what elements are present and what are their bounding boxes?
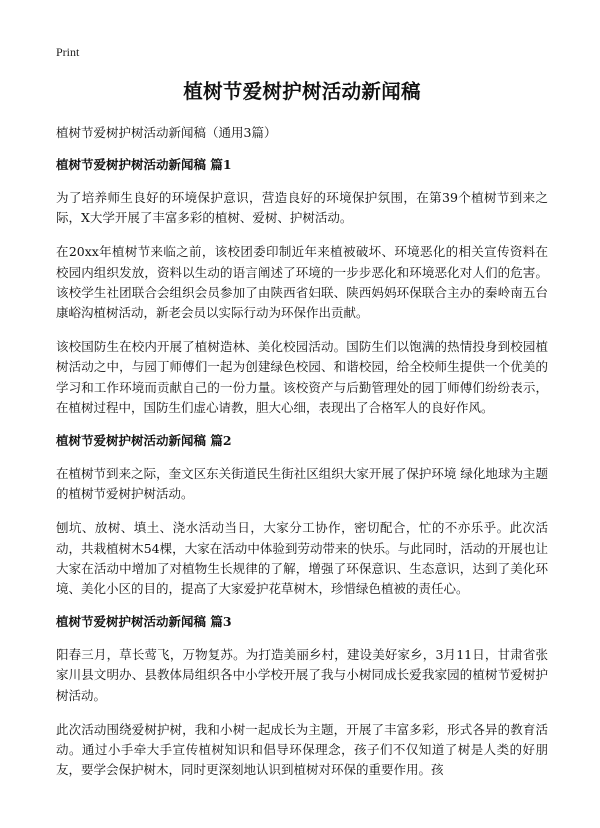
paragraph: 此次活动围绕爱树护树，我和小树一起成长为主题，开展了丰富多彩，形式各异的教育活动。通过小手牵大手宣传植树知识和倡导环保理念，孩子们不仅知道了树是人类的好朋友，要学会保护树木，同时更深刻地认识到植树对环保的重要作用。孩 (56, 721, 548, 778)
section-heading-2: 植树节爱树护树活动新闻稿 篇2 (56, 433, 232, 449)
paragraph: 刨坑、放树、填土、浇水活动当日，大家分工协作，密切配合，忙的不亦乐乎。此次活动，共栽植树木54棵，大家在活动中体验到劳动带来的快乐。与此同时，活动的开展也让大家在活动中增加了对植物生长规律的了解，增强了环保意识、生态意识，达到了美化环境、美化小区的目的，提高了大家爱护花草树木，珍惜绿色植被的责任心。 (56, 520, 548, 597)
paragraph: 阳春三月，草长莺飞，万物复苏。为打造美丽乡村，建设美好家乡，3月11日，甘肃省张家川县文明办、县教体局组织各中小学校开展了我与小树同成长爱我家园的植树节爱树护树活动。 (56, 647, 548, 703)
section-heading-3: 植树节爱树护树活动新闻稿 篇3 (56, 614, 232, 630)
paragraph: 在植树节到来之际，奎文区东关街道民生街社区组织大家开展了保护环境 绿化地球为主题的植树节爱树护树活动。 (56, 466, 548, 502)
document-body (56, 76, 548, 794)
print-link[interactable]: Print (56, 45, 80, 59)
document-title: 植树节爱树护树活动新闻稿 (183, 80, 421, 103)
paragraph: 为了培养师生良好的环境保护意识，营造良好的环境保护氛围，在第39个植树节到来之际，X大学开展了丰富多彩的植树、爱树、护树活动。 (56, 190, 548, 226)
document-subtitle: 植树节爱树护树活动新闻稿（通用3篇） (56, 125, 277, 140)
paragraph: 该校国防生在校内开展了植树造林、美化校园活动。国防生们以饱满的热情投身到校园植树活动之中，与园丁师傅们一起为创建绿色校园、和谐校园，给全校师生提供一个优美的学习和工作环境而贡献自己的一份力量。该校资产与后勤管理处的园丁师傅们纷纷表示，在植树过程中，国防生们虚心请教，胆大心细，表现出了合格军人的良好作风。 (56, 339, 548, 415)
paragraph: 在20xx年植树节来临之前，该校团委印制近年来植被破坏、环境恶化的相关宣传资料在校园内组织发放，资料以生动的语言阐述了环境的一步步恶化和环境恶化对人们的危害。该校学生社团联合会组织会员参加了由陕西省妇联、陕西妈妈环保联合主办的秦岭南五台康峪沟植树活动，新老会员以实际行动为环保作出贡献。 (56, 244, 548, 321)
section-heading-1: 植树节爱树护树活动新闻稿 篇1 (56, 157, 232, 172)
